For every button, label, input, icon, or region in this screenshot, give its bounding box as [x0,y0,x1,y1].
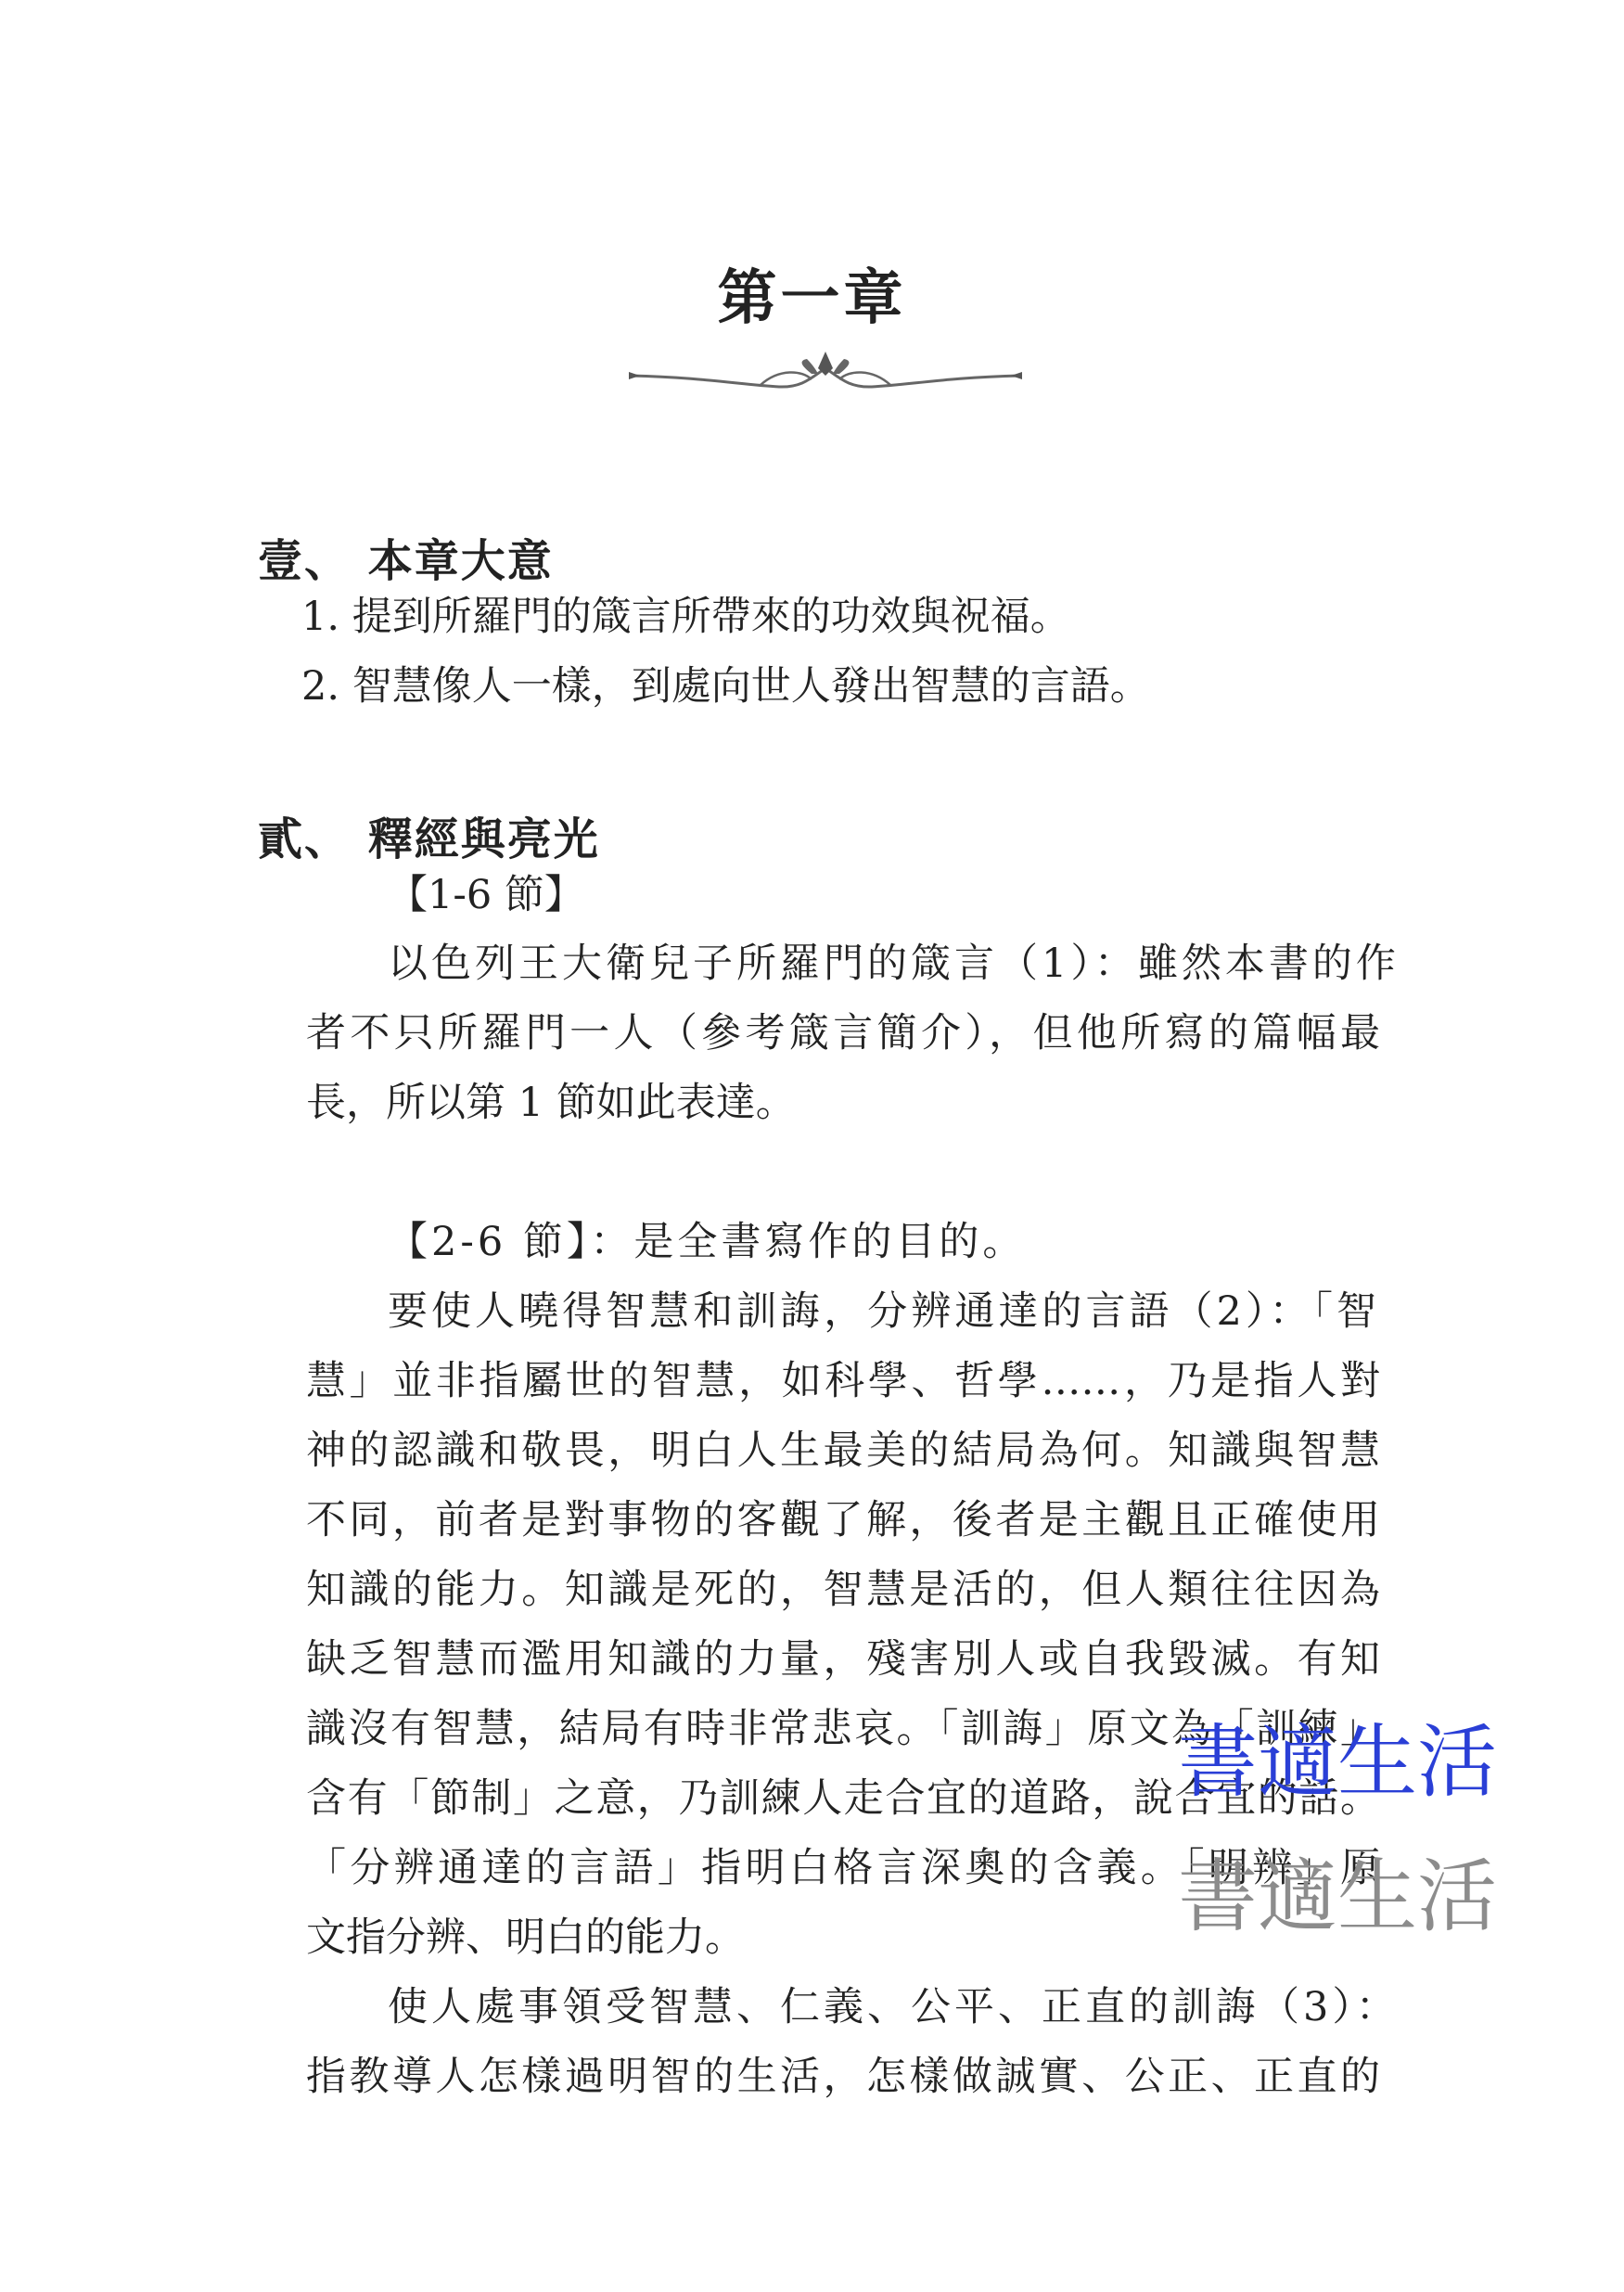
summary-item-2: 2. 智慧像人一樣，到處向世人發出智慧的言語。 [301,663,1150,710]
verse-ref-2-6: 【2-6 節】：是全書寫作的目的。 [388,1219,1027,1265]
para2-line-6: 缺乏智慧而濫用知識的力量，殘害別人或自我毀滅。有知 [306,1636,1380,1683]
para2-line-4: 不同，前者是對事物的客觀了解，後者是主觀且正確使用 [306,1497,1380,1543]
para2-line-3: 神的認識和敬畏，明白人生最美的結局為何。知識與智慧 [306,1428,1380,1474]
section-heading-2: 貳、 釋經與亮光 [258,813,600,865]
ornament-divider-icon [621,348,1029,403]
watermark-gray: 書適生活 [1178,1850,1497,1943]
para2-line-2: 慧」並非指屬世的智慧，如科學、哲學……，乃是指人對 [306,1358,1380,1404]
para3-line-1: 使人處事領受智慧、仁義、公平、正直的訓誨（3）： [388,1984,1400,2030]
para2-line-7: 識沒有智慧，結局有時非常悲哀。「訓誨」原文為「訓練」 [306,1706,1380,1752]
para2-line-1: 要使人曉得智慧和訓誨，分辨通達的言語（2）：「智 [388,1288,1380,1335]
watermark-blue: 書適生活 [1178,1716,1497,1809]
para2-line-5: 知識的能力。知識是死的，智慧是活的，但人類往往因為 [306,1567,1380,1613]
verse-ref-1-6: 【1-6 節】 [388,872,584,918]
para1-line-3: 長，所以第 1 節如此表達。 [306,1080,796,1126]
para2-line-10: 文指分辨、明白的能力。 [306,1914,745,1961]
summary-item-1: 1. 提到所羅門的箴言所帶來的功效與祝福。 [301,594,1070,640]
para1-line-1: 以色列王大衛兒子所羅門的箴言（1）：雖然本書的作 [388,941,1400,987]
para2-line-9: 「分辨通達的言語」指明白格言深奧的含義。「明辨」原 [306,1845,1380,1891]
para3-line-2: 指教導人怎樣過明智的生活，怎樣做誠實、公正、正直的 [306,2054,1380,2100]
para1-line-2: 者不只所羅門一人（參考箴言簡介），但他所寫的篇幅最 [306,1010,1380,1056]
para2-line-8: 含有「節制」之意，乃訓練人走合宜的道路，說合宜的話。 [306,1775,1380,1822]
section-heading-1: 壹、 本章大意 [258,535,554,587]
chapter-title: 第一章 [717,263,907,333]
